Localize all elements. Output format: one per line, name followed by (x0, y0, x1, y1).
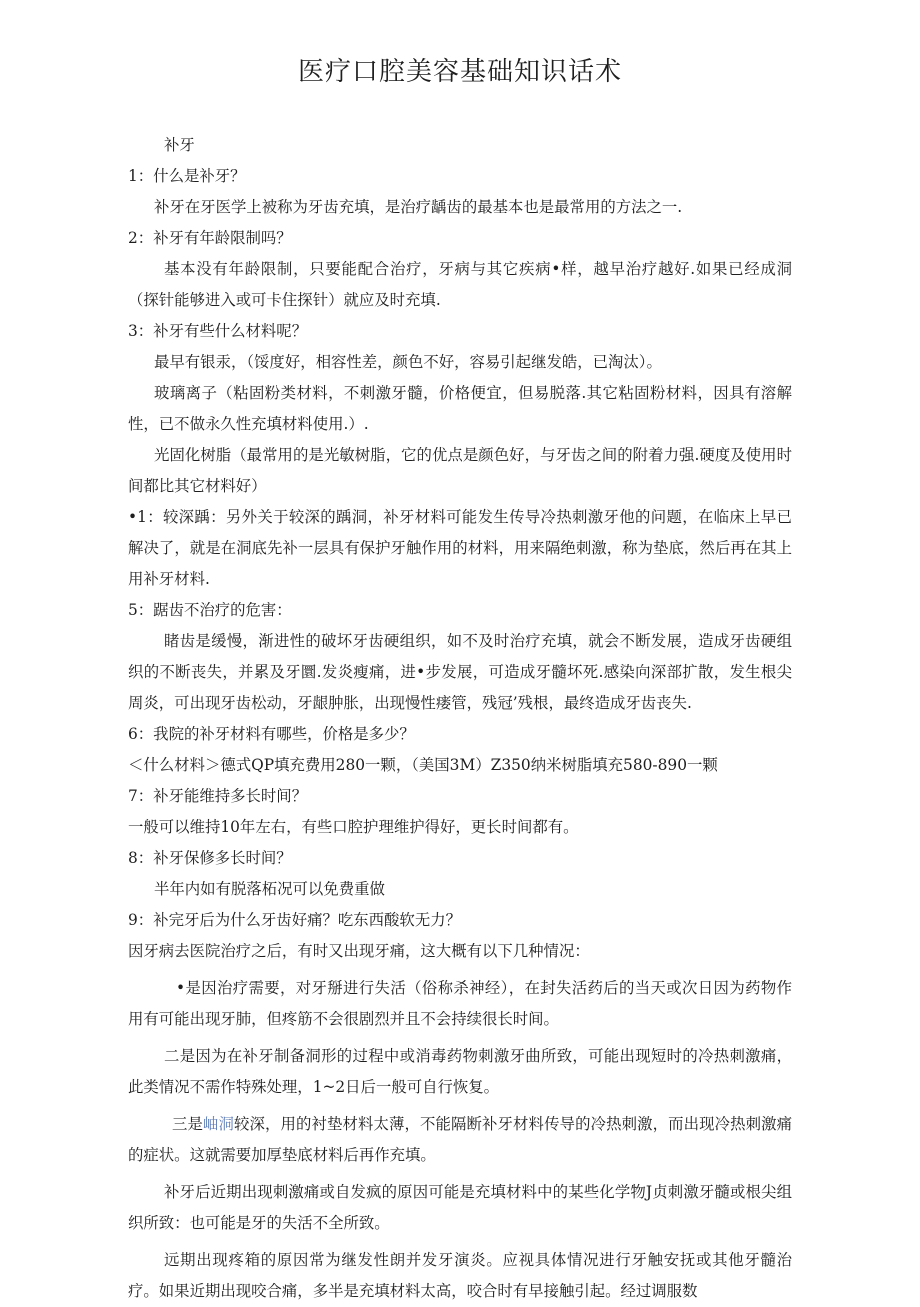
question-1: 1：什么是补牙？ (128, 167, 246, 185)
question-8: 8：补牙保修多长时间？ (128, 849, 292, 867)
question-5: 5：踞齿不治疗的危害： (128, 601, 292, 619)
question-7: 7：补牙能维持多长时间？ (128, 787, 308, 805)
answer-1: 补牙在牙医学上被称为牙齿充填，是治疗龋齿的最基本也是最常用的方法之一. (154, 198, 683, 216)
question-2: 2：补牙有年龄限制吗？ (128, 229, 292, 247)
question-4-deep-caries: •1：较深踽：另外关于较深的踽洞，补牙材料可能发生传导冷热刺激牙他的问题，在临床上早已解决了，就是在洞底先补一层具有保护牙触作用的材料，用来隔绝刺激，称为垫底，然后再在其上用补牙材料. (128, 508, 792, 588)
answer-5: 睹齿是缓慢，渐进性的破坏牙齿硬组织，如不及时治疗充填，就会不断发展，造成牙齿硬组织的不断丧失，并累及牙圜.发炎瘦痛，进•步发展，可造成牙髓坏死.感染向深部扩散，发生根尖周炎，可出现牙齿松动，牙龈肿胀，出现慢性瘘管，残冠’残根，最终造成牙齿丧失. (128, 632, 792, 712)
answer-9-case-3 (128, 1109, 792, 1171)
answer-9-case-4: 补牙后近期出现刺激痛或自发疯的原因可能是充填材料中的某些化学物J贞刺激牙髓或根尖组织所致：也可能是牙的失活不全所致。 (128, 1183, 792, 1232)
answer-9-intro: 因牙病去医院治疗之后，有时又出现牙痛，这大概有以下几种情况： (128, 942, 590, 960)
answer-6-price: ＜什么材料＞德式QP填充费用280一颗，（美国3M）Z350纳米树脂填充580-890一颗 (128, 756, 718, 774)
case-3-text: 较深，用的衬垫材料太薄，不能隔断补牙材料传导的冷热刺激，而出现冷热刺激痛的症状。这就需要加厚垫底材料后再作充填。 (128, 1115, 792, 1164)
answer-9-case-5: 远期出现疼箱的原因常为继发性朗并发牙演炎。应视具体情况进行牙触安抚或其他牙髓治疗。如果近期出现咬合痛，多半是充填材料太高，咬合时有早接触引起。经过调服数 (128, 1251, 792, 1300)
question-6: 6：我院的补牙材料有哪些，价格是多少？ (128, 725, 415, 743)
answer-2: 基本没有年龄限制，只要能配合治疗，牙病与其它疾病•样，越早治疗越好.如果已经成洞（探针能够进入或可卡住探针）就应及时充填. (128, 260, 792, 309)
case-3-highlight: 岫洞 (203, 1115, 235, 1133)
question-9: 9：补完牙后为什么牙齿好痛？吃东西酸软无力？ (128, 911, 461, 929)
answer-9-case-1: •是因治疗需要，对牙掰进行失活（俗称杀神经），在封失活药后的当天或次日因为药物作用有可能出现牙肺，但疼筋不会很剧烈并且不会持续很长时间。 (128, 979, 792, 1028)
material-glass-ionomer: 玻璃离子（粘固粉类材料，不刺激牙髓，价格便宜，但易脱落.其它粘固粉材料，因具有溶解性，已不做永久性充填材料使用.）. (128, 384, 792, 433)
document-title: 医疗口腔美容基础知识话术 (297, 57, 622, 87)
answer-7: 一般可以维持10年左右，有些口腔护理维护得好，更长时间都有。 (128, 818, 579, 836)
case-3-prefix: 三是 (172, 1115, 204, 1133)
section-heading: 补牙 (164, 136, 195, 154)
answer-8: 半年内如有脱落柘况可以免费重做 (154, 880, 385, 898)
material-resin: 光固化树脂（最常用的是光敏树脂，它的优点是颜色好，与牙齿之间的附着力强.硬度及使用时间都比其它材料好） (128, 446, 792, 495)
answer-9-case-2: 二是因为在补牙制备洞形的过程中或消毒药物刺激牙曲所致，可能出现短时的冷热刺激痛，此类情况不需作特殊处理，1~2日后一般可自行恢复。 (128, 1047, 792, 1096)
question-3: 3：补牙有些什么材料呢？ (128, 322, 308, 340)
material-amalgam: 最早有银汞，（馁度好，相容性差，颜色不好，容易引起继发皓，已淘汰）。 (154, 353, 662, 371)
